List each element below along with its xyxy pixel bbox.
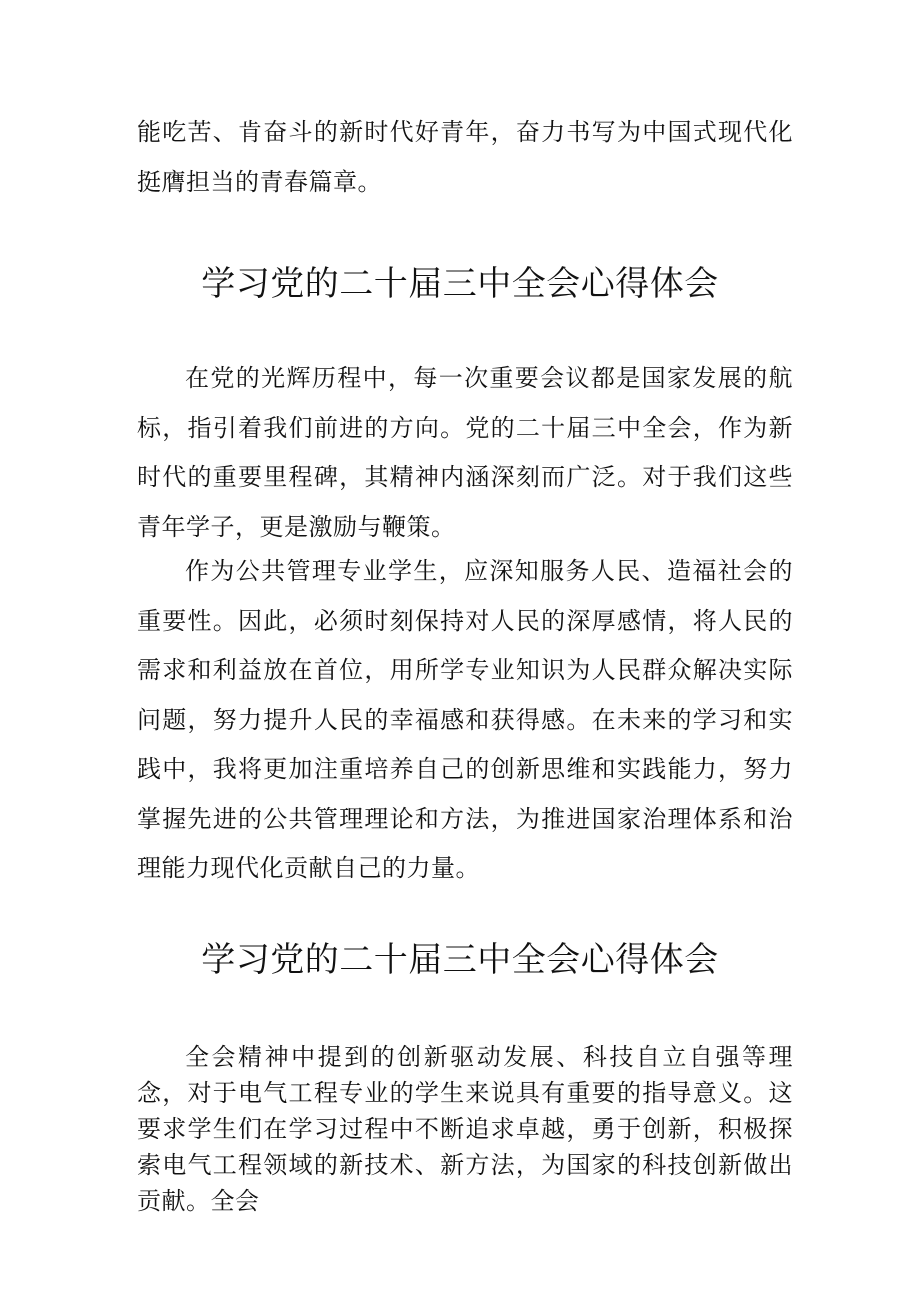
section-1-paragraph-2: 作为公共管理专业学生，应深知服务人民、造福社会的重要性。因此，必须时刻保持对人民的深厚感情，将人民的需求和利益放在首位，用所学专业知识为人民群众解决实际问题，努力提升人民的幸福感和获得感。在未来的学习和实践中，我将更加注重培养自己的创新思维和实践能力，努力掌握先进的公共管理理论和方法，为推进国家治理体系和治理能力现代化贡献自己的力量。 <box>137 557 793 882</box>
section-2-paragraph-1: 全会精神中提到的创新驱动发展、科技自立自强等理念，对于电气工程专业的学生来说具有重要的指导意义。这要求学生们在学习过程中不断追求卓越，勇于创新，积极探索电气工程领域的新技术、新方法，为国家的科技创新做出贡献。全会 <box>137 1043 793 1215</box>
intro-paragraph: 能吃苦、肯奋斗的新时代好青年，奋力书写为中国式现代化挺膺担当的青春篇章。 <box>137 118 793 196</box>
section-1-paragraph-1: 在党的光辉历程中，每一次重要会议都是国家发展的航标，指引着我们前进的方向。党的二十届三中全会，作为新时代的重要里程碑，其精神内涵深刻而广泛。对于我们这些青年学子，更是激励与鞭策。 <box>137 364 793 541</box>
section-2-title: 学习党的二十届三中全会心得体会 <box>201 940 719 980</box>
section-1-title: 学习党的二十届三中全会心得体会 <box>201 264 719 304</box>
